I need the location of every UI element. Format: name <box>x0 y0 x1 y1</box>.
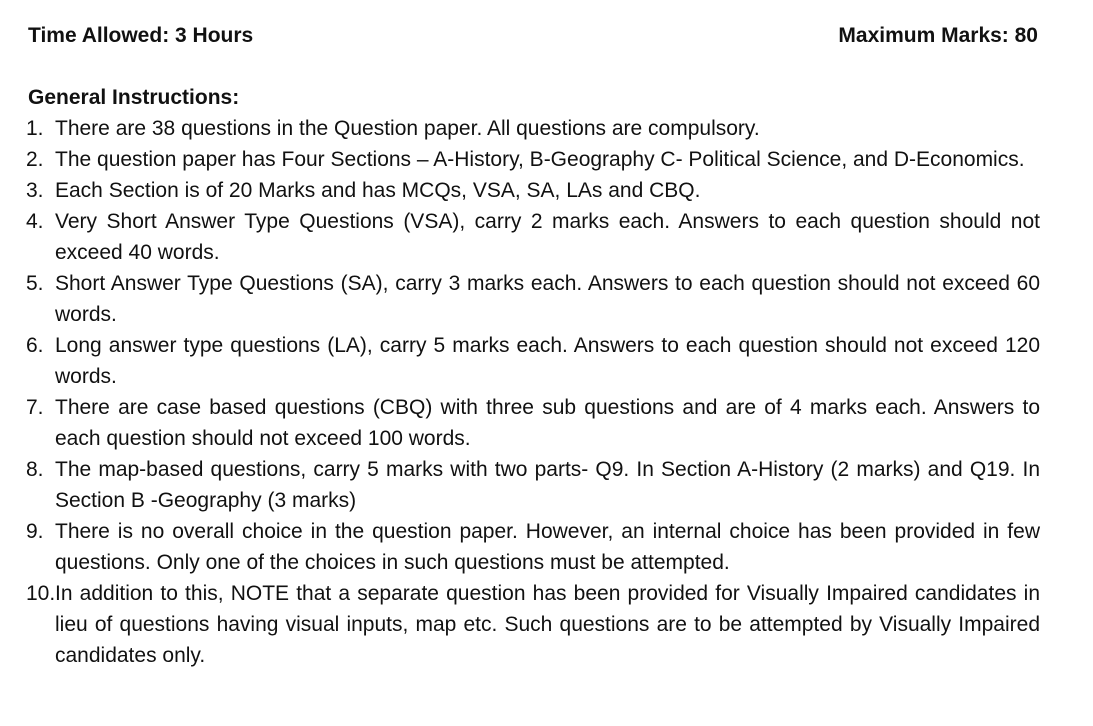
instruction-text: Each Section is of 20 Marks and has MCQs, VSA, SA, LAs and CBQ. <box>55 179 701 202</box>
instruction-text: In addition to this, NOTE that a separate question has been provided for Visually Impaired candidates in lieu of questions having visual inputs, map etc. Such questions are to be attempted by Visually Impaired candidates only. <box>55 582 1040 667</box>
instruction-text: There are case based questions (CBQ) with three sub questions and are of 4 marks each. Answers to each question should not exceed 100 words. <box>55 396 1040 450</box>
instruction-text: Very Short Answer Type Questions (VSA), carry 2 marks each. Answers to each question should not exceed 40 words. <box>55 210 1040 264</box>
instruction-item <box>26 516 1040 578</box>
exam-header <box>28 22 1038 50</box>
instruction-text: The map-based questions, carry 5 marks with two parts- Q9. In Section A-History (2 marks) and Q19. In Section B -Geography (3 marks) <box>55 458 1040 512</box>
instruction-item <box>26 144 1040 175</box>
instruction-number: 8. <box>26 458 44 481</box>
instruction-number: 4. <box>26 210 44 233</box>
instruction-item <box>26 392 1040 454</box>
instruction-text: Long answer type questions (LA), carry 5 marks each. Answers to each question should not exceed 120 words. <box>55 334 1040 388</box>
instruction-text: The question paper has Four Sections – A-History, B-Geography C- Political Science, and D-Economics. <box>55 148 1025 171</box>
maximum-marks-label: Maximum Marks: 80 <box>838 24 1038 47</box>
instruction-number: 2. <box>26 148 44 171</box>
instruction-item <box>26 175 1040 206</box>
general-instructions-heading: General Instructions: <box>28 86 240 109</box>
instruction-number: 6. <box>26 334 44 357</box>
instruction-number: 10. <box>26 582 56 605</box>
instruction-item <box>26 454 1040 516</box>
time-allowed-label: Time Allowed: 3 Hours <box>28 24 254 47</box>
instruction-item <box>26 206 1040 268</box>
instruction-text: There is no overall choice in the question paper. However, an internal choice has been provided in few questions. Only one of the choices in such questions must be attempted. <box>55 520 1040 574</box>
instruction-item <box>26 330 1040 392</box>
instruction-number: 7. <box>26 396 44 419</box>
instruction-item <box>26 578 1040 671</box>
instruction-number: 9. <box>26 520 44 543</box>
instruction-number: 5. <box>26 272 44 295</box>
instruction-text: Short Answer Type Questions (SA), carry 3 marks each. Answers to each question should not exceed 60 words. <box>55 272 1040 326</box>
instruction-number: 1. <box>26 117 44 140</box>
instruction-text: There are 38 questions in the Question paper. All questions are compulsory. <box>55 117 760 140</box>
instruction-item <box>26 268 1040 330</box>
instruction-item <box>26 113 1040 144</box>
instructions-list <box>26 113 1040 671</box>
instruction-number: 3. <box>26 179 44 202</box>
